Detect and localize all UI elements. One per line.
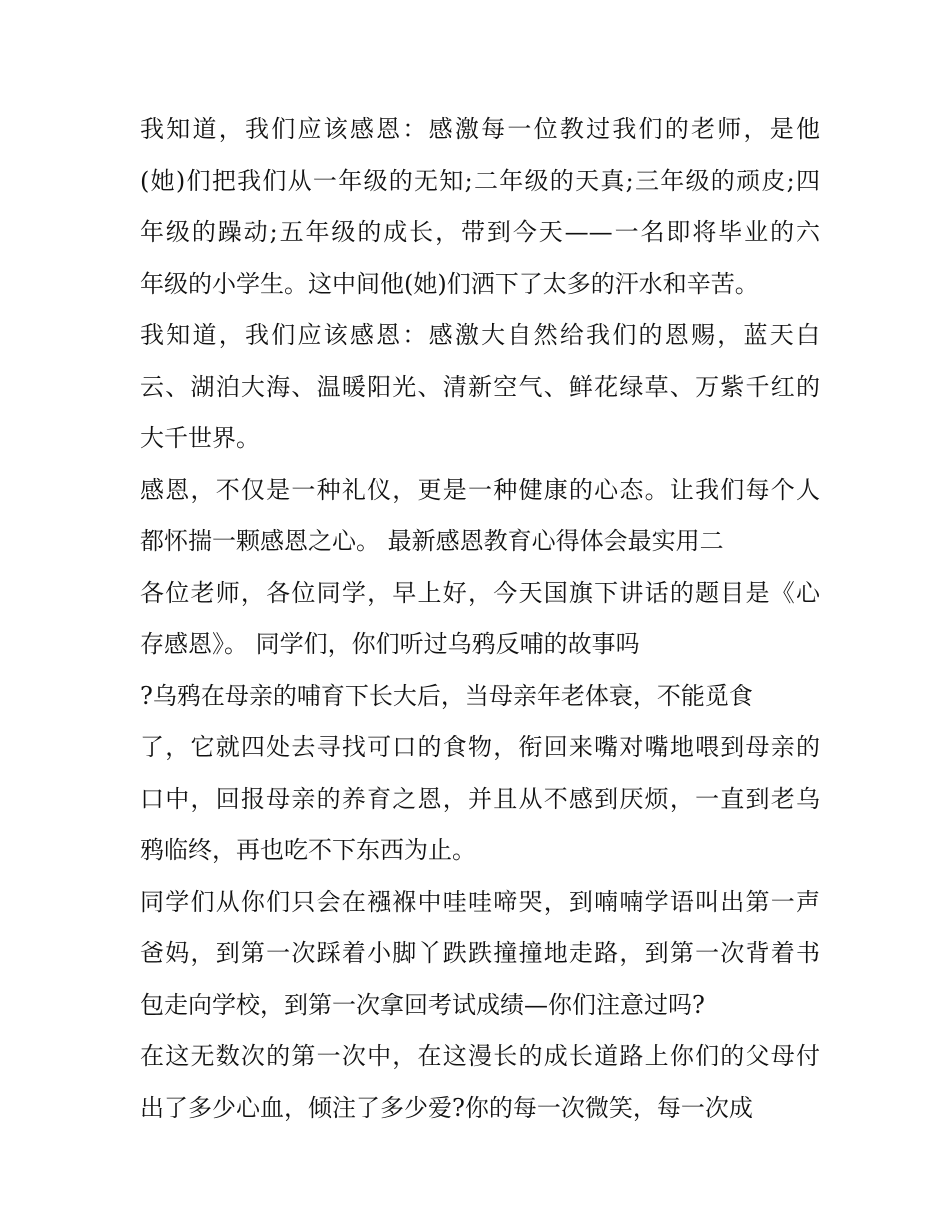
text-line: 我知道，我们应该感恩：感激大自然给我们的恩赐，蓝天白 [140,321,820,349]
text-line: 感恩，不仅是一种礼仪，更是一种健康的心态。让我们每个人 [140,475,820,504]
text-line: (她)们把我们从一年级的无知;二年级的天真;三年级的顽皮;四 [140,166,820,195]
text-line: 大千世界。 [140,424,260,452]
text-line: ?乌鸦在母亲的哺育下长大后，当母亲年老体衰，不能觅食 [140,681,753,710]
text-line: 云、湖泊大海、温暖阳光、清新空气、鲜花绿草、万紫千红的 [140,372,820,401]
text-line: 年级的小学生。这中间他(她)们洒下了太多的汗水和辛苦。 [140,269,759,298]
text-line: 年级的躁动;五年级的成长，带到今天——一名即将毕业的六 [140,218,820,246]
text-line: 口中，回报母亲的养育之恩，并且从不感到厌烦，一直到老乌 [140,784,820,813]
text-line: 爸妈，到第一次踩着小脚丫跌跌撞撞地走路，到第一次背着书 [140,939,820,967]
text-line: 同学们从你们只会在襁褓中哇哇啼哭，到喃喃学语叫出第一声 [140,887,820,916]
document-body [140,106,820,1136]
text-line: 我知道，我们应该感恩：感激每一位教过我们的老师，是他 [140,115,820,143]
text-line: 存感恩》。 同学们，你们听过乌鸦反哺的故事吗 [140,630,640,658]
text-line: 都怀揣一颗感恩之心。 最新感恩教育心得体会最实用二 [140,527,724,555]
text-line: 鸦临终，再也吃不下东西为止。 [140,836,476,864]
text-line: 出了多少心血，倾注了多少爱?你的每一次微笑，每一次成 [140,1093,753,1122]
text-line: 在这无数次的第一次中，在这漫长的成长道路上你们的父母付 [140,1042,820,1070]
text-line: 各位老师，各位同学，早上好，今天国旗下讲话的题目是《心 [140,578,820,607]
text-line: 了，它就四处去寻找可口的食物，衔回来嘴对嘴地喂到母亲的 [140,733,820,761]
text-line: 包走向学校，到第一次拿回考试成绩—你们注意过吗? [140,990,705,1019]
